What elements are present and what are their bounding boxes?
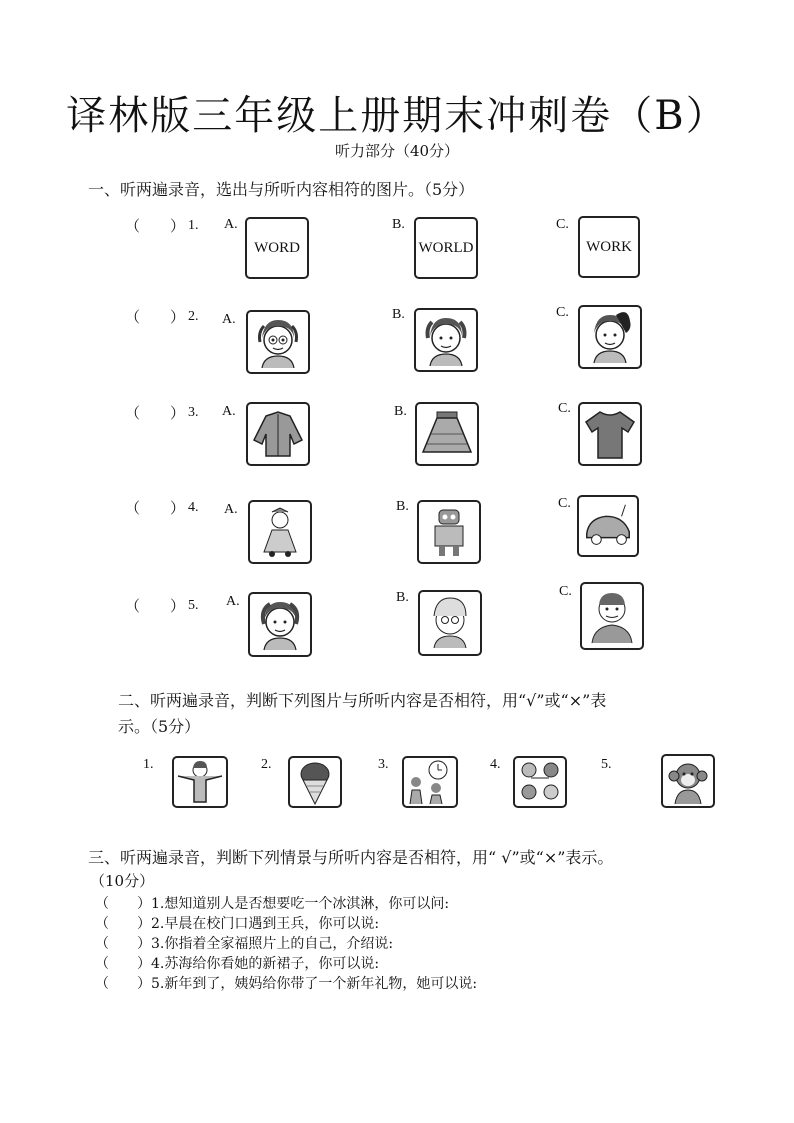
option-letter: B. xyxy=(396,590,409,605)
item-text: 1.想知道别人是否想要吃一个冰淇淋，你可以问: xyxy=(151,896,450,912)
list-item xyxy=(95,894,449,914)
grandma-icon[interactable] xyxy=(418,590,482,656)
option-letter: A. xyxy=(224,217,238,232)
skirt-icon[interactable] xyxy=(415,402,479,466)
question-number: 5. xyxy=(188,598,199,613)
item-number: 5. xyxy=(601,757,612,772)
animals-icon[interactable] xyxy=(513,756,567,808)
item-number: 3. xyxy=(378,757,389,772)
answer-blank[interactable]: （ ） xyxy=(95,956,151,972)
section1-heading: 一、听两遍录音，选出与所听内容相符的图片。（5分） xyxy=(88,180,475,199)
item-text: 2.早晨在校门口遇到王兵，你可以说: xyxy=(151,916,380,932)
robot-icon[interactable] xyxy=(417,500,481,564)
woman-icon[interactable] xyxy=(248,592,312,657)
item-number: 2. xyxy=(261,757,272,772)
option-letter: C. xyxy=(556,217,569,232)
option-letter: C. xyxy=(558,496,571,511)
answer-blank[interactable]: （ ） xyxy=(125,597,186,615)
answer-blank[interactable]: （ ） xyxy=(95,936,151,952)
question-number: 4. xyxy=(188,500,199,515)
answer-blank[interactable]: （ ） xyxy=(95,896,151,912)
item-number: 1. xyxy=(143,757,154,772)
answer-blank[interactable]: （ ） xyxy=(95,916,151,932)
girl-arms-out-icon[interactable] xyxy=(172,756,228,808)
item-text: 4.苏海给你看她的新裙子，你可以说: xyxy=(151,956,380,972)
option-letter: A. xyxy=(222,404,236,419)
section3-score: （10分） xyxy=(90,872,155,890)
question-number: 3. xyxy=(188,405,199,420)
girl-glasses-icon[interactable] xyxy=(246,310,310,374)
tshirt-icon[interactable] xyxy=(578,402,642,466)
girl-icon[interactable] xyxy=(414,308,478,372)
answer-blank[interactable]: （ ） xyxy=(95,976,151,992)
option-letter: C. xyxy=(558,401,571,416)
option-word-box[interactable]: WORK xyxy=(578,216,640,278)
page-subtitle: 听力部分（40分） xyxy=(334,142,460,160)
answer-blank[interactable]: （ ） xyxy=(125,308,186,326)
list-item xyxy=(95,934,393,954)
item-text: 3.你指着全家福照片上的自己，介绍说: xyxy=(151,936,394,952)
option-letter: B. xyxy=(396,499,409,514)
answer-blank[interactable]: （ ） xyxy=(125,217,186,235)
list-item xyxy=(95,954,379,974)
answer-blank[interactable]: （ ） xyxy=(125,499,186,517)
option-letter: C. xyxy=(559,584,572,599)
option-letter: A. xyxy=(226,594,240,609)
option-letter: B. xyxy=(392,217,405,232)
option-word-box[interactable]: WORLD xyxy=(414,217,478,279)
question-number: 1. xyxy=(188,218,199,233)
toy-car-icon[interactable] xyxy=(577,495,639,557)
clock-people-icon[interactable] xyxy=(402,756,458,808)
ice-cream-icon[interactable] xyxy=(288,756,342,808)
option-letter: B. xyxy=(394,404,407,419)
answer-blank[interactable]: （ ） xyxy=(125,404,186,422)
option-letter: C. xyxy=(556,305,569,320)
item-number: 4. xyxy=(490,757,501,772)
section3-heading: 三、听两遍录音，判断下列情景与所听内容是否相符，用“ √”或“×”表示。 xyxy=(88,848,614,867)
girl-ponytail-icon[interactable] xyxy=(578,305,642,369)
option-word-box[interactable]: WORD xyxy=(245,217,309,279)
doll-icon[interactable] xyxy=(248,500,312,564)
list-item xyxy=(95,914,379,934)
monkey-icon[interactable] xyxy=(661,754,715,808)
item-text: 5.新年到了，姨妈给你带了一个新年礼物，她可以说: xyxy=(151,976,478,992)
page-title: 译林版三年级上册期末冲刺卷（B） xyxy=(66,93,728,139)
option-letter: B. xyxy=(392,307,405,322)
section2-heading-line2: 示。（5分） xyxy=(118,717,201,736)
jacket-icon[interactable] xyxy=(246,402,310,466)
option-letter: A. xyxy=(222,312,236,327)
section2-heading-line1: 二、听两遍录音，判断下列图片与所听内容是否相符，用“√”或“×”表 xyxy=(118,691,607,710)
man-icon[interactable] xyxy=(580,582,644,650)
option-letter: A. xyxy=(224,502,238,517)
section2-heading xyxy=(118,688,718,740)
list-item xyxy=(95,974,477,994)
question-number: 2. xyxy=(188,309,199,324)
